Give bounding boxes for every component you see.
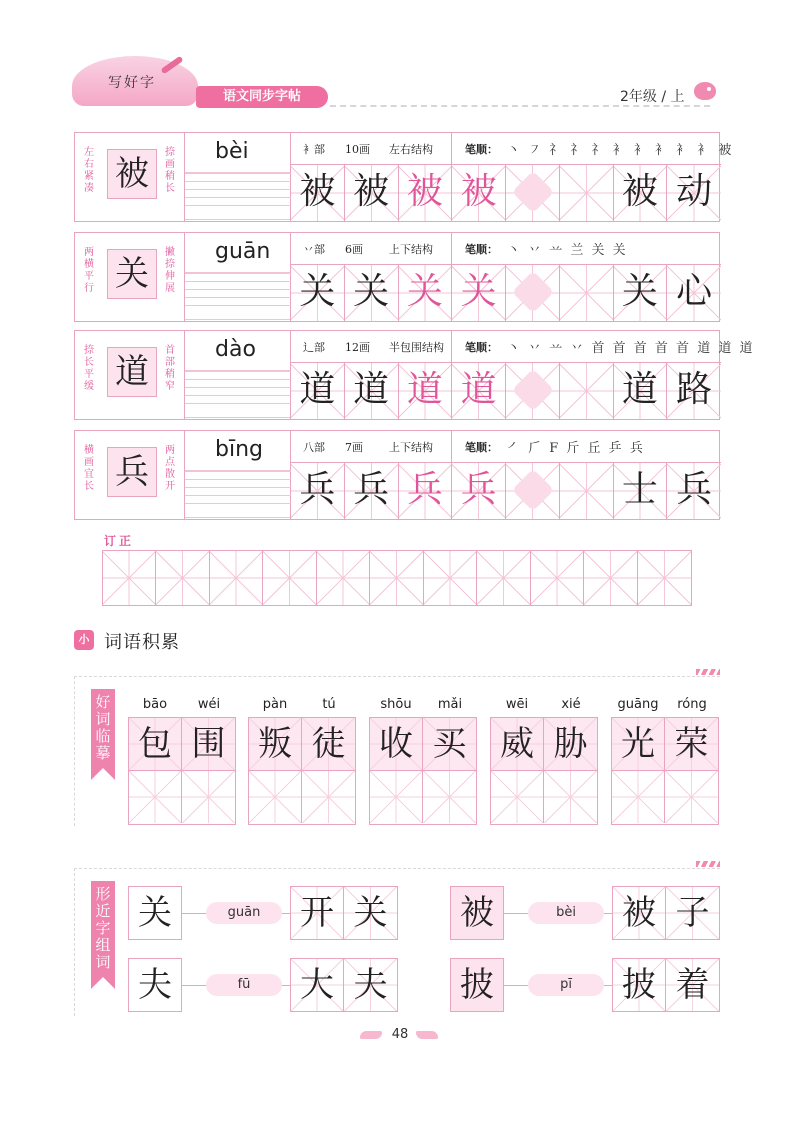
syllable-pinyin: tú [322,697,336,712]
info-divider [451,331,452,363]
pinyin-pill: fū [206,974,282,996]
writing-cell[interactable]: 关 [345,265,399,321]
pinyin-pill: pī [528,974,604,996]
practice-cell[interactable] [370,771,423,823]
pinyin-guide-line [185,403,291,404]
writing-cell[interactable]: 兵 [291,463,345,519]
correction-cell[interactable] [263,551,316,605]
writing-cell[interactable]: 道 [452,363,506,419]
correction-cell[interactable] [317,551,370,605]
writing-cell[interactable]: 道 [614,363,668,419]
character-row [74,430,720,520]
stroke-order-label: 笔顺： [465,243,498,256]
stroke-count: 6画 [345,243,363,256]
practice-cell[interactable] [182,771,235,823]
writing-grid [291,165,721,221]
page-decoration-left [360,1031,382,1039]
pinyin-guide-line [185,479,291,480]
stroke-order: ㇒ 𠂆 F 斤 丘 乒 兵 [507,441,645,456]
writing-cell[interactable]: 被 [345,165,399,221]
writing-tip-right: 两点散开 [165,445,175,492]
model-cell [75,133,185,221]
correction-cell[interactable] [584,551,637,605]
structure: 左右结构 [389,143,433,156]
word-character: 叛 [249,718,302,770]
pinyin-guide-line [185,297,291,298]
syllable-pinyin: wéi [197,697,221,712]
word-pinyin [128,697,236,713]
pinyin-guide-line [185,395,291,396]
correction-cell[interactable] [531,551,584,605]
formed-word-character: 夫 [344,959,397,1011]
writing-cell[interactable]: 兵 [399,463,453,519]
good-word [248,697,356,825]
series-tag: 语文同步字帖 [196,86,328,108]
pinyin-guide-line [185,379,291,380]
model-character: 被 [107,149,157,199]
practice-cell[interactable] [491,771,544,823]
structure: 上下结构 [389,441,433,454]
writing-cell[interactable]: 心 [667,265,721,321]
formed-word [612,886,720,940]
syllable-pinyin: mǎi [437,697,463,712]
info-divider [451,431,452,463]
pinyin-guide-line [185,503,291,504]
writing-cell[interactable]: 被 [452,165,506,221]
word-characters [611,717,719,771]
writing-tip-left: 左右紧凑 [84,147,94,194]
grade-label: 2年级 / 上 [620,89,685,105]
page-decoration-right [416,1031,438,1039]
correction-cell[interactable] [477,551,530,605]
formed-word [612,958,720,1012]
practice-cells [490,771,598,825]
writing-cell[interactable]: 士 [614,463,668,519]
word-character: 荣 [665,718,718,770]
similar-character: 关 [128,886,182,940]
correction-cell[interactable] [424,551,477,605]
structure: 半包围结构 [389,341,444,354]
info-divider [451,133,452,165]
character-row [74,232,720,322]
pinyin-guide-line [185,471,291,472]
formed-word-character: 关 [344,887,397,939]
writing-grid [291,463,721,519]
page-header [0,0,800,120]
writing-cell[interactable]: 关 [291,265,345,321]
info-divider [451,233,452,265]
syllable-pinyin: róng [677,697,707,712]
word-character: 围 [182,718,235,770]
pinyin-guide-line [185,371,291,372]
writing-cell[interactable] [560,165,614,221]
stroke-order: 丶 丷 䒑 丷 首 首 首 首 首 道 道 道 [507,341,755,356]
stroke-order-label: 笔顺： [465,143,498,156]
writing-cell[interactable] [506,463,560,519]
good-word [369,697,477,825]
model-cell [75,331,185,419]
writing-tip-left: 捺长平缓 [84,345,94,392]
writing-cell[interactable] [506,363,560,419]
radical: 八部 [303,441,325,454]
model-character: 兵 [107,447,157,497]
word-characters [490,717,598,771]
similar-words-ribbon: 形近字组词 [91,881,115,989]
stroke-count: 7画 [345,441,363,454]
correction-cell[interactable] [103,551,156,605]
pinyin-lines[interactable] [185,431,291,519]
pinyin-guide-line [185,189,291,190]
stroke-order: 丶 ㇇ 礻 礻 礻 衤 衤 衤 衤 衤 被 [507,143,734,158]
syllable-pinyin: guāng [617,697,659,712]
word-pinyin [369,697,477,713]
writing-cell[interactable]: 关 [399,265,453,321]
practice-cell[interactable] [665,771,718,823]
pinyin-guide-line [185,487,291,488]
writing-cell[interactable]: 道 [345,363,399,419]
stroke-count: 12画 [345,341,370,354]
stripes-decoration [696,669,720,675]
practice-cell[interactable] [129,771,182,823]
practice-cells [128,771,236,825]
practice-cell[interactable] [302,771,355,823]
section-icon: 小 [74,630,94,650]
practice-cells [248,771,356,825]
word-character: 光 [612,718,665,770]
good-word [490,697,598,825]
word-character: 威 [491,718,544,770]
formed-word-character: 开 [291,887,344,939]
writing-tip-right: 撇捺伸展 [165,247,175,294]
pinyin-guide-line [185,273,291,274]
character-pinyin: bèi [215,139,249,164]
pinyin-lines[interactable] [185,133,291,221]
writing-grid [291,363,721,419]
character-info [291,133,734,165]
writing-cell[interactable] [506,265,560,321]
correction-cell[interactable] [638,551,691,605]
practice-cells [369,771,477,825]
writing-tip-left: 横画宜长 [84,445,94,492]
syllable-pinyin: shōu [380,697,412,712]
pinyin-guide-line [185,281,291,282]
writing-cell[interactable]: 兵 [345,463,399,519]
writing-cell[interactable]: 动 [667,165,721,221]
pinyin-guide-line [185,305,291,306]
correction-cell[interactable] [210,551,263,605]
writing-cell[interactable]: 被 [291,165,345,221]
syllable-pinyin: wēi [505,697,529,712]
good-word [611,697,719,825]
pinyin-guide-line [185,205,291,206]
stripes-decoration [696,861,720,867]
writing-cell[interactable]: 兵 [452,463,506,519]
word-pinyin [611,697,719,713]
writing-cell[interactable] [506,165,560,221]
correction-grid[interactable] [102,550,692,606]
writing-tip-left: 两横平行 [84,247,94,294]
model-cell [75,233,185,321]
character-pinyin: guān [215,239,271,264]
radical: 辶部 [303,341,325,354]
practice-cell[interactable] [612,771,665,823]
pinyin-guide-line [185,495,291,496]
pinyin-guide-line [185,197,291,198]
formed-word-character: 大 [291,959,344,1011]
practice-cell[interactable] [423,771,476,823]
model-character: 关 [107,249,157,299]
writing-cell[interactable]: 路 [667,363,721,419]
radical: 衤部 [303,143,325,156]
writing-cell[interactable]: 被 [399,165,453,221]
pinyin-guide-line [185,181,291,182]
stroke-order-label: 笔顺： [465,441,498,454]
character-row [74,330,755,420]
model-character: 道 [107,347,157,397]
word-character: 买 [423,718,476,770]
pinyin-guide-line [185,387,291,388]
radical: 丷部 [303,243,325,256]
pinyin-lines[interactable] [185,233,291,321]
word-pinyin [248,697,356,713]
formed-word [290,886,398,940]
correction-label: 订正 [104,534,135,548]
character-info [291,233,721,265]
writing-cell[interactable]: 关 [452,265,506,321]
writing-cell[interactable]: 关 [614,265,668,321]
similar-character: 夫 [128,958,182,1012]
formed-word [290,958,398,1012]
correction-cell[interactable] [156,551,209,605]
pinyin-pill: guān [206,902,282,924]
writing-grid [291,265,721,321]
good-words-ribbon: 好词临摹 [91,689,115,780]
word-characters [128,717,236,771]
model-cell [75,431,185,519]
page-number: 48 [391,1027,409,1042]
character-row [74,132,734,222]
syllable-pinyin: bāo [142,697,168,712]
writing-cell[interactable] [560,363,614,419]
writing-cell[interactable]: 道 [291,363,345,419]
writing-cell[interactable]: 被 [614,165,668,221]
pinyin-guide-line [185,173,291,174]
word-characters [248,717,356,771]
word-character: 徒 [302,718,355,770]
writing-tip-right: 首部稍窄 [165,345,175,392]
stroke-count: 10画 [345,143,370,156]
word-character: 胁 [544,718,597,770]
bird-icon [694,82,716,100]
pinyin-lines[interactable] [185,331,291,419]
correction-cell[interactable] [370,551,423,605]
character-info [291,431,721,463]
formed-word-character: 着 [666,959,719,1011]
formed-word-character: 披 [613,959,666,1011]
character-info [291,331,755,363]
practice-cell[interactable] [249,771,302,823]
pinyin-pill: bèi [528,902,604,924]
practice-cells [611,771,719,825]
stroke-order-label: 笔顺： [465,341,498,354]
banner-title: 写好字 [108,75,156,91]
similar-character: 被 [450,886,504,940]
section-title: 词语积累 [104,632,180,653]
similar-character: 披 [450,958,504,1012]
writing-cell[interactable]: 兵 [667,463,721,519]
structure: 上下结构 [389,243,433,256]
practice-cell[interactable] [544,771,597,823]
formed-word-character: 被 [613,887,666,939]
writing-cell[interactable] [560,463,614,519]
writing-cell[interactable] [560,265,614,321]
good-word [128,697,236,825]
writing-tip-right: 捺画稍长 [165,147,175,194]
character-pinyin: bīng [215,437,263,462]
word-characters [369,717,477,771]
writing-cell[interactable]: 道 [399,363,453,419]
stroke-order: 丶 丷 䒑 兰 关 关 [507,243,628,258]
word-character: 包 [129,718,182,770]
formed-word-character: 子 [666,887,719,939]
word-character: 收 [370,718,423,770]
syllable-pinyin: xié [561,697,581,712]
pinyin-guide-line [185,289,291,290]
word-pinyin [490,697,598,713]
syllable-pinyin: pàn [262,697,288,712]
character-pinyin: dào [215,337,256,362]
